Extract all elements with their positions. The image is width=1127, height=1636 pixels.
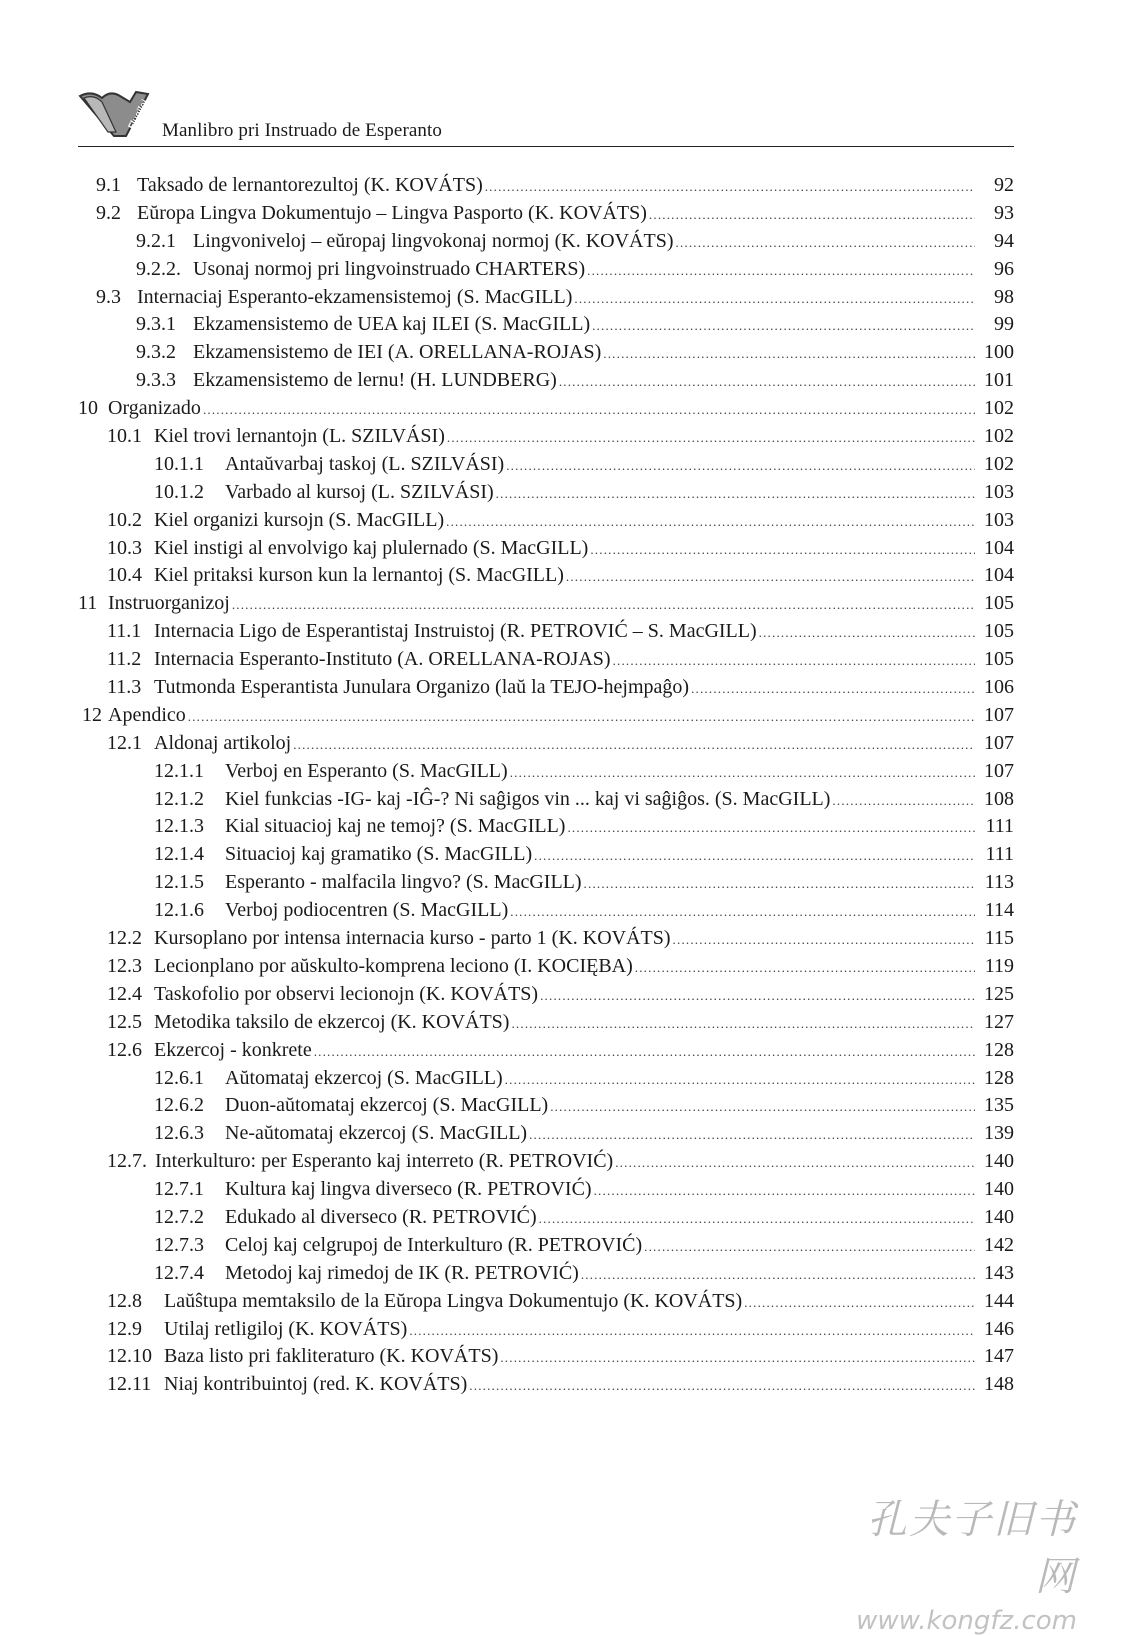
toc-entry-number: 9.3.2	[136, 341, 176, 364]
toc-entry-page: 140	[984, 1205, 1014, 1228]
toc-entry-page: 102	[984, 452, 1014, 475]
dot-leader	[500, 1344, 975, 1372]
toc-entry-number: 12.7.2	[154, 1205, 204, 1228]
toc-entry-page: 100	[984, 341, 1014, 364]
watermark-text: 孔夫子旧书网	[867, 1497, 1077, 1600]
toc-entry-title: Verboj en Esperanto (S. MacGILL)	[225, 759, 508, 782]
dot-leader	[649, 201, 975, 229]
dot-leader	[506, 452, 975, 480]
toc-entry	[78, 562, 1014, 590]
toc-entry	[78, 897, 1014, 925]
toc-entry-title: Aŭtomataj ekzercoj (S. MacGILL)	[225, 1066, 503, 1089]
toc-entry	[78, 869, 1014, 897]
toc-entry-page: 105	[984, 592, 1014, 615]
toc-entry-title: Edukado al diverseco (R. PETROVIĆ)	[225, 1205, 537, 1228]
toc-entry-number: 12.5	[107, 1010, 142, 1033]
toc-entry-number: 12.6	[107, 1038, 142, 1061]
toc-entry-number: 12.3	[107, 954, 142, 977]
toc-entry-number: 12.11	[107, 1373, 152, 1396]
toc-entry-number: 11.3	[107, 676, 142, 699]
toc-entry-title: Aldonaj artikoloj	[154, 731, 292, 754]
toc-entry	[78, 841, 1014, 869]
header-rule	[78, 146, 1014, 147]
toc-entry	[78, 1204, 1014, 1232]
toc-entry-title: Kultura kaj lingva diverseco (R. PETROVIĆ)	[225, 1178, 592, 1201]
toc-entry-title: Apendico	[108, 703, 186, 726]
toc-entry-number: 12	[82, 703, 102, 726]
toc-entry-title: Antaŭvarbaj taskoj (L. SZILVÁSI)	[225, 452, 505, 475]
toc-entry-page: 102	[984, 397, 1014, 420]
toc-entry	[78, 1120, 1014, 1148]
toc-entry	[78, 1092, 1014, 1120]
toc-entry-title: Lecionplano por aŭskulto-komprena leciono (I. KOCIĘBA)	[154, 954, 633, 977]
toc-entry	[78, 1176, 1014, 1204]
toc-entry-title: Lingvoniveloj – eŭropaj lingvokonaj normoj (K. KOVÁTS)	[193, 229, 674, 252]
dot-leader	[574, 285, 975, 313]
toc-entry-title: Kursoplano por intensa internacia kurso - parto 1 (K. KOVÁTS)	[154, 927, 671, 950]
toc-entry	[78, 172, 1014, 200]
dot-leader	[550, 1093, 975, 1121]
dot-leader	[409, 1317, 975, 1345]
toc-entry-page: 99	[994, 313, 1014, 336]
toc-entry-number: 9.3.3	[136, 369, 176, 392]
toc-entry	[78, 423, 1014, 451]
toc-entry-page: 104	[984, 564, 1014, 587]
dot-leader	[584, 870, 975, 898]
toc-entry	[78, 925, 1014, 953]
toc-entry-number: 12.6.2	[154, 1094, 204, 1117]
toc-entry	[78, 786, 1014, 814]
toc-entry-page: 98	[994, 285, 1014, 308]
toc-entry-page: 115	[984, 927, 1014, 950]
toc-entry-title: Ekzamensistemo de UEA kaj ILEI (S. MacGILL)	[193, 313, 591, 336]
toc-entry	[78, 451, 1014, 479]
dot-leader	[744, 1289, 975, 1317]
toc-entry-page: 111	[985, 843, 1014, 866]
toc-entry-page: 113	[984, 871, 1014, 894]
toc-entry	[78, 1065, 1014, 1093]
toc-entry-title: Internacia Esperanto-Instituto (A. ORELLANA-ROJAS)	[154, 648, 611, 671]
toc-entry	[78, 730, 1014, 758]
toc-entry-title: Kial situacioj kaj ne temoj? (S. MacGILL)	[225, 815, 566, 838]
toc-entry-title: Baza listo pri fakliteraturo (K. KOVÁTS)	[164, 1345, 499, 1368]
toc-entry-title: Niaj kontribuintoj (red. K. KOVÁTS)	[164, 1373, 468, 1396]
dot-leader	[203, 396, 975, 424]
toc-entry-number: 12.1.2	[154, 787, 204, 810]
toc-entry	[78, 1148, 1014, 1176]
toc-entry-number: 12.1.4	[154, 843, 204, 866]
toc-entry-title: Tutmonda Esperantista Junulara Organizo (laŭ la TEJO-hejmpaĝo)	[154, 676, 690, 699]
page-header	[78, 88, 1014, 148]
toc-entry-title: Verboj podiocentren (S. MacGILL)	[225, 899, 509, 922]
toc-entry-title: Utilaj retligiloj (K. KOVÁTS)	[164, 1317, 408, 1340]
flugiloj-logo	[78, 88, 158, 144]
toc-entry-title: Internacia Ligo de Esperantistaj Instruistoj (R. PETROVIĆ – S. MacGILL)	[154, 620, 757, 643]
toc-entry	[78, 256, 1014, 284]
toc-entry-number: 12.10	[107, 1345, 152, 1368]
dot-leader	[447, 424, 975, 452]
toc-entry-title: Interkulturo: per Esperanto kaj interreto (R. PETROVIĆ)	[155, 1150, 614, 1173]
toc-entry	[78, 981, 1014, 1009]
dot-leader	[446, 508, 975, 536]
toc-entry-number: 10.3	[107, 536, 142, 559]
toc-entry-number: 10.1.2	[154, 480, 204, 503]
toc-entry-number: 10.2	[107, 508, 142, 531]
toc-entry-page: 108	[984, 787, 1014, 810]
toc-entry	[78, 507, 1014, 535]
toc-entry-number: 12.1.5	[154, 871, 204, 894]
toc-entry	[78, 953, 1014, 981]
dot-leader	[613, 647, 975, 675]
dot-leader	[676, 229, 976, 257]
toc-entry-page: 114	[984, 899, 1014, 922]
toc-entry	[78, 311, 1014, 339]
toc-entry-number: 10.1	[107, 425, 142, 448]
table-of-contents	[78, 172, 1014, 1399]
watermark-url: www.kongfz.com	[856, 1606, 1077, 1636]
toc-entry	[78, 367, 1014, 395]
toc-entry-number: 12.1.6	[154, 899, 204, 922]
toc-entry	[78, 1232, 1014, 1260]
toc-entry-number: 12.2	[107, 927, 142, 950]
toc-entry-number: 12.1	[107, 731, 142, 754]
toc-entry	[78, 1037, 1014, 1065]
toc-entry-page: 127	[984, 1010, 1014, 1033]
toc-entry-page: 140	[984, 1150, 1014, 1173]
toc-entry-page: 93	[994, 201, 1014, 224]
toc-entry-page: 107	[984, 731, 1014, 754]
dot-leader	[469, 1372, 975, 1400]
toc-entry-title: Instruorganizoj	[108, 592, 230, 615]
toc-entry-title: Laŭŝtupa memtaksilo de la Eŭropa Lingva Dokumentujo (K. KOVÁTS)	[164, 1289, 743, 1312]
toc-entry	[78, 228, 1014, 256]
dot-leader	[539, 1205, 975, 1233]
toc-entry-number: 10.1.1	[154, 452, 204, 475]
toc-entry-number: 10.4	[107, 564, 142, 587]
toc-entry-page: 102	[984, 425, 1014, 448]
dot-leader	[540, 982, 975, 1010]
toc-entry	[78, 1288, 1014, 1316]
toc-entry	[78, 646, 1014, 674]
toc-entry-number: 10	[78, 397, 98, 420]
toc-entry-number: 12.8	[107, 1289, 142, 1312]
dot-leader	[510, 898, 975, 926]
dot-leader	[566, 563, 975, 591]
dot-leader	[505, 1066, 975, 1094]
dot-leader	[510, 759, 975, 787]
dot-leader	[644, 1233, 975, 1261]
dot-leader	[511, 1010, 975, 1038]
toc-entry-number: 12.7.	[107, 1150, 147, 1173]
header-title: Manlibro pri Instruado de Esperanto	[162, 120, 442, 141]
toc-entry-page: 96	[994, 257, 1014, 280]
toc-entry-page: 125	[984, 982, 1014, 1005]
toc-entry	[78, 479, 1014, 507]
toc-entry-title: Organizado	[108, 397, 201, 420]
toc-entry-page: 142	[984, 1233, 1014, 1256]
dot-leader	[759, 619, 975, 647]
toc-entry-title: Kiel pritaksi kurson kun la lernantoj (S. MacGILL)	[154, 564, 564, 587]
dot-leader	[594, 1177, 975, 1205]
dot-leader	[567, 814, 975, 842]
toc-entry-page: 146	[984, 1317, 1014, 1340]
watermark	[837, 1488, 1077, 1636]
toc-entry	[78, 1009, 1014, 1037]
toc-entry-page: 111	[985, 815, 1014, 838]
toc-entry	[78, 535, 1014, 563]
dot-leader	[188, 703, 975, 731]
toc-entry	[78, 674, 1014, 702]
svg-text:Flugiloj: Flugiloj	[126, 97, 150, 131]
toc-entry-title: Celoj kaj celgrupoj de Interkulturo (R. PETROVIĆ)	[225, 1233, 643, 1256]
toc-entry	[78, 1343, 1014, 1371]
toc-entry-number: 11.2	[107, 648, 142, 671]
toc-entry-page: 107	[984, 703, 1014, 726]
toc-entry	[78, 1371, 1014, 1399]
toc-entry-number: 9.3.1	[136, 313, 176, 336]
toc-entry-title: Ekzamensistemo de IEI (A. ORELLANA-ROJAS)	[193, 341, 602, 364]
toc-entry-page: 103	[984, 508, 1014, 531]
toc-entry-title: Taksado de lernantorezultoj (K. KOVÁTS)	[137, 174, 483, 196]
toc-entry-page: 147	[984, 1345, 1014, 1368]
toc-entry-page: 135	[984, 1094, 1014, 1117]
toc-entry	[78, 702, 1014, 730]
toc-entry-number: 9.1	[96, 174, 121, 196]
toc-entry	[78, 618, 1014, 646]
toc-entry	[78, 339, 1014, 367]
toc-entry-title: Taskofolio por observi lecionojn (K. KOVÁTS)	[154, 982, 539, 1005]
dot-leader	[691, 675, 975, 703]
toc-entry-page: 101	[984, 369, 1014, 392]
toc-entry-number: 12.7.1	[154, 1178, 204, 1201]
toc-entry-number: 12.9	[107, 1317, 142, 1340]
dot-leader	[587, 257, 975, 285]
toc-entry	[78, 284, 1014, 312]
toc-entry-page: 139	[984, 1122, 1014, 1145]
toc-entry-title: Ne-aŭtomataj ekzercoj (S. MacGILL)	[225, 1122, 528, 1145]
toc-entry-page: 94	[994, 229, 1014, 252]
toc-entry-number: 12.7.4	[154, 1261, 204, 1284]
toc-entry	[78, 813, 1014, 841]
toc-entry-page: 143	[984, 1261, 1014, 1284]
toc-entry-number: 9.2.2.	[136, 257, 181, 280]
toc-entry-page: 92	[994, 174, 1014, 196]
dot-leader	[232, 591, 975, 619]
toc-entry-number: 9.3	[96, 285, 121, 308]
toc-entry-title: Kiel funkcias -IG- kaj -IĜ-? Ni saĝigos vin ... kaj vi saĝiĝos. (S. MacGILL)	[225, 787, 831, 810]
toc-entry-title: Esperanto - malfacila lingvo? (S. MacGILL)	[225, 871, 582, 894]
dot-leader	[603, 340, 975, 368]
toc-entry-page: 105	[984, 620, 1014, 643]
dot-leader	[559, 368, 975, 396]
toc-entry-number: 11	[78, 592, 98, 615]
toc-entry	[78, 200, 1014, 228]
toc-entry	[78, 395, 1014, 423]
toc-entry-title: Ekzamensistemo de lernu! (H. LUNDBERG)	[193, 369, 557, 392]
toc-entry-title: Eŭropa Lingva Dokumentujo – Lingva Pasporto (K. KOVÁTS)	[137, 201, 647, 224]
toc-entry-title: Situacioj kaj gramatiko (S. MacGILL)	[225, 843, 533, 866]
toc-entry-page: 119	[984, 954, 1014, 977]
toc-entry-number: 12.7.3	[154, 1233, 204, 1256]
dot-leader	[485, 173, 975, 201]
toc-entry-page: 106	[984, 676, 1014, 699]
toc-entry-page: 104	[984, 536, 1014, 559]
dot-leader	[615, 1149, 975, 1177]
dot-leader	[293, 731, 975, 759]
toc-entry-page: 105	[984, 648, 1014, 671]
toc-entry-title: Metodoj kaj rimedoj de IK (R. PETROVIĆ)	[225, 1261, 579, 1284]
toc-entry-number: 9.2	[96, 201, 121, 224]
dot-leader	[529, 1121, 975, 1149]
toc-entry-title: Usonaj normoj pri lingvoinstruado CHARTERS)	[193, 257, 586, 280]
toc-entry-number: 12.6.1	[154, 1066, 204, 1089]
dot-leader	[590, 536, 975, 564]
toc-entry-number: 12.1.1	[154, 759, 204, 782]
dot-leader	[635, 954, 975, 982]
toc-entry-number: 12.6.3	[154, 1122, 204, 1145]
toc-entry-number: 12.4	[107, 982, 142, 1005]
dot-leader	[581, 1261, 975, 1289]
dot-leader	[314, 1038, 975, 1066]
toc-entry-page: 144	[984, 1289, 1014, 1312]
dot-leader	[592, 312, 975, 340]
toc-entry-page: 103	[984, 480, 1014, 503]
toc-entry-page: 128	[984, 1066, 1014, 1089]
toc-entry	[78, 1316, 1014, 1344]
toc-entry	[78, 758, 1014, 786]
toc-entry-title: Ekzercoj - konkrete	[154, 1038, 312, 1061]
toc-entry-title: Kiel instigi al envolvigo kaj plulernado (S. MacGILL)	[154, 536, 589, 559]
toc-entry-number: 11.1	[107, 620, 142, 643]
dot-leader	[496, 480, 975, 508]
dot-leader	[534, 842, 975, 870]
toc-entry-title: Duon-aŭtomataj ekzercoj (S. MacGILL)	[225, 1094, 549, 1117]
dot-leader	[832, 787, 975, 815]
toc-entry-page: 128	[984, 1038, 1014, 1061]
toc-entry-title: Internaciaj Esperanto-ekzamensistemoj (S. MacGILL)	[137, 285, 573, 308]
toc-entry-title: Metodika taksilo de ekzercoj (K. KOVÁTS)	[154, 1010, 510, 1033]
toc-entry	[78, 590, 1014, 618]
toc-entry-page: 107	[984, 759, 1014, 782]
toc-entry-number: 9.2.1	[136, 229, 176, 252]
toc-entry	[78, 1260, 1014, 1288]
toc-entry-title: Kiel organizi kursojn (S. MacGILL)	[154, 508, 445, 531]
toc-entry-title: Varbado al kursoj (L. SZILVÁSI)	[225, 480, 494, 503]
toc-entry-page: 148	[984, 1373, 1014, 1396]
toc-entry-number: 12.1.3	[154, 815, 204, 838]
toc-entry-title: Kiel trovi lernantojn (L. SZILVÁSI)	[154, 425, 445, 448]
dot-leader	[673, 926, 975, 954]
toc-entry-page: 140	[984, 1178, 1014, 1201]
